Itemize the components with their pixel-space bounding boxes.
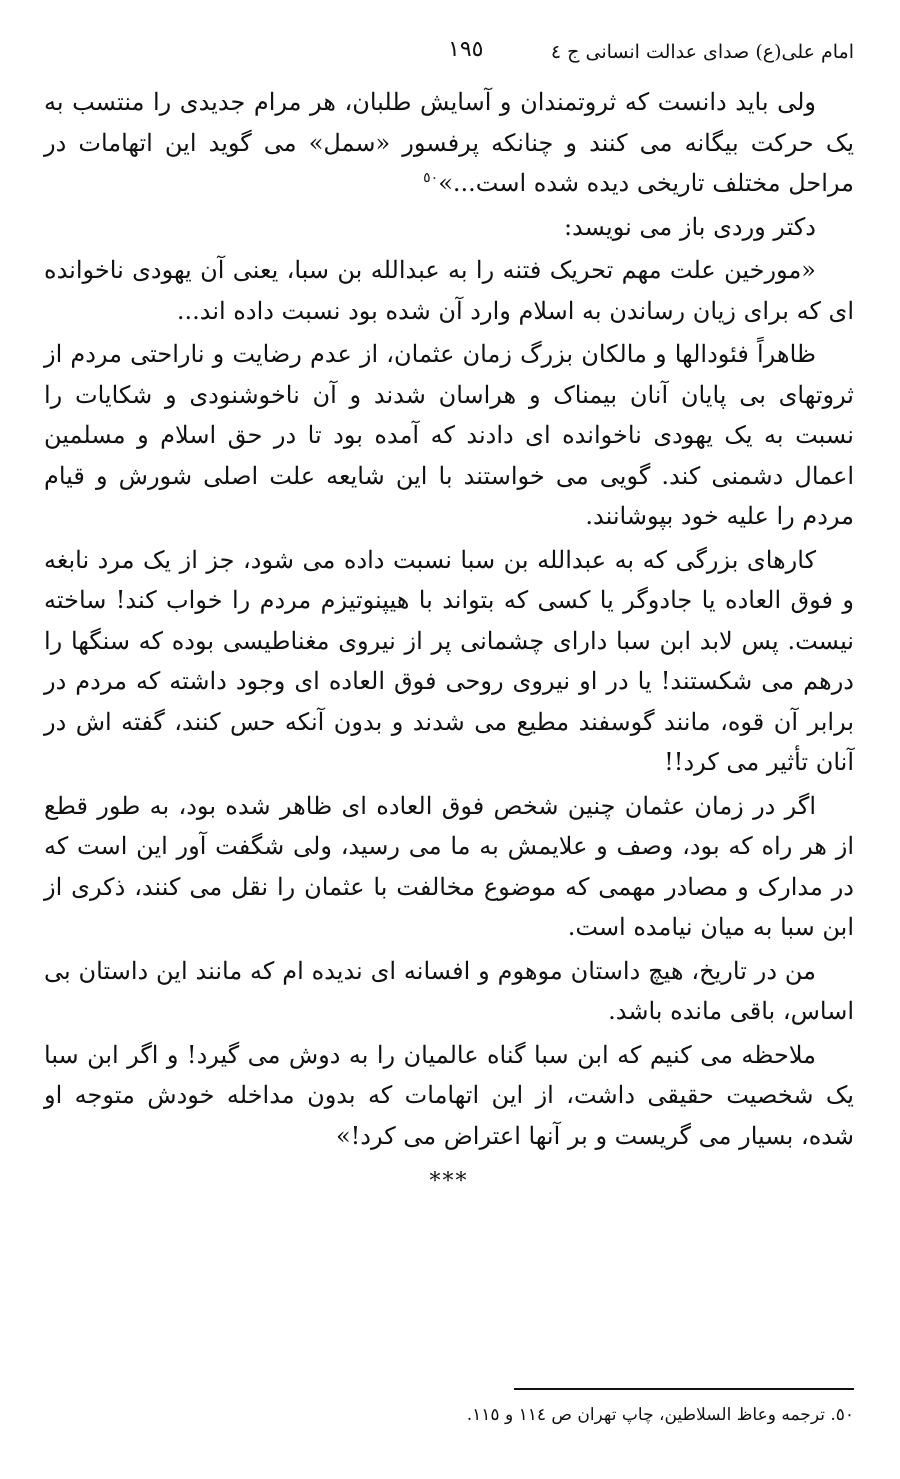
paragraph: کارهای بزرگی که به عبدالله بن سبا نسبت داده می شود، جز از یک مرد نابغه و فوق العاده یا جادوگر یا کسی که بتواند با هیپنوتیزم مردم را خواب کند! ساخته نیست. پس لابد ابن سبا دارای چشمانی پر از نیروی مغناطیسی بوده که سنگها را درهم می شکستند! یا در او نیروی روحی فوق العاده ای وجود داشته که مردم در برابر آن قوه، مانند گوسفند مطیع می شدند و بدون آنکه حس کنند، گفته اش در آنان تأثیر می کرد!! (44, 545, 854, 776)
paragraph: ملاحظه می کنیم که ابن سبا گناه عالمیان را به دوش می گیرد! و اگر ابن سبا یک شخصیت حقیقی داشت، از این اتهامات که بدون مداخله خودش متوجه او شده، بسیار می گریست و بر آنها اعتراض می کرد!» (44, 1040, 854, 1150)
page-number: ١٩٥ (448, 37, 484, 62)
footnote-reference[interactable]: ٥٠ (423, 170, 439, 186)
paragraph: من در تاریخ، هیچ داستان موهوم و افسانه ای ندیده ام که مانند این داستان بی اساس، باقی مانده باشد. (44, 956, 854, 1025)
paragraph (44, 82, 854, 204)
paragraph: «مورخین علت مهم تحریک فتنه را به عبدالله بن سبا، یعنی آن یهودی ناخوانده ای که برای زیان رساندن به اسلام وارد آن شده بود نسبت داده اند... (44, 256, 854, 325)
paragraph-text: ولی باید دانست که ثروتمندان و آسایش طلبان، هر مرام جدیدی را منتسب به یک حرکت بیگانه می کنند و چنانکه پرفسور «سمل» می گوید این اتهامات در مراحل مختلف تاریخی دیده شده است...» (44, 88, 855, 197)
footnote: ٥٠. ترجمه وعاظ السلاطین، چاپ تهران ص ١١٤ و ١١٥. (466, 1405, 854, 1425)
paragraph: دکتر وردی باز می نویسد: (563, 212, 816, 241)
main-text (44, 82, 854, 1202)
section-separator: *** (429, 1169, 469, 1194)
page-header (40, 38, 854, 68)
paragraph: ظاهراً فئودالها و مالکان بزرگ زمان عثمان، از عدم رضایت و ناراحتی مردم از ثروتهای بی پایان آنان بیمناک و هراسان شدند و آن ناخوشنودی و شکایات را نسبت به یک یهودی ناخوانده ای دادند که آمده بود تا در حق اسلام و مسلمین اعمال دشمنی کند. گویی می خواستند با این شایعه علت اصلی شورش و قیام مردم را علیه خود بپوشانند. (44, 340, 854, 530)
footnote-divider (514, 1388, 854, 1390)
paragraph: اگر در زمان عثمان چنین شخص فوق العاده ای ظاهر شده بود، به طور قطع از هر راه که بود، وصف و علایمش به ما می رسید، ولی شگفت آور این است که در مدارک و مصادر مهمی که موضوع مخالفت با عثمان را نقل می کنند، ذکری از ابن سبا به میان نیامده است. (44, 791, 854, 941)
running-title: امام علی(ع) صدای عدالت انسانی ج ٤ (550, 41, 854, 63)
